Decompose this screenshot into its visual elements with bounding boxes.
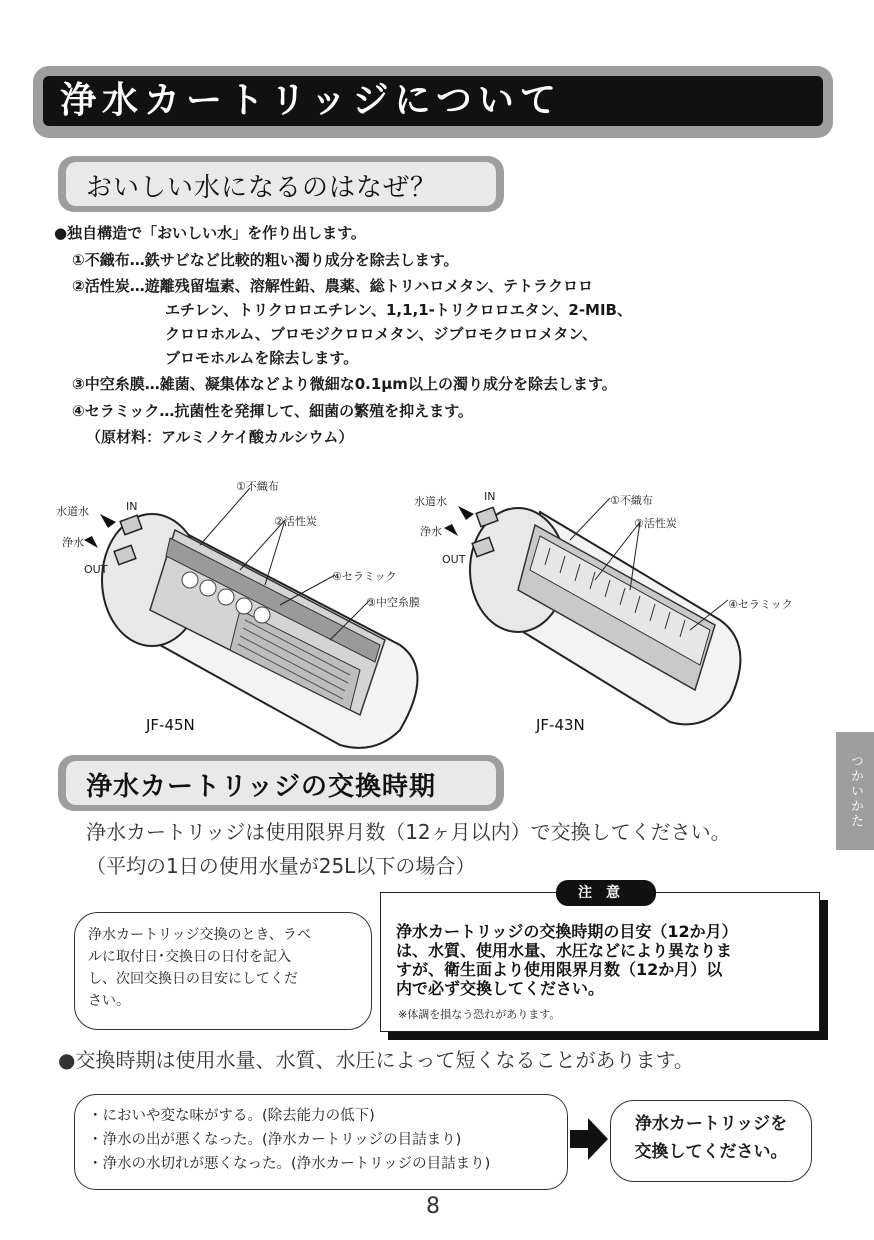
intro-line: ●独自構造で「おいしい水」を作り出します。 bbox=[54, 224, 366, 242]
page-number: 8 bbox=[426, 1194, 440, 1219]
replacement-period-text: 浄水カートリッジは使用限界月数（12ヶ月以内）で交換してください。 bbox=[86, 820, 731, 844]
page-title: 浄水カートリッジについて bbox=[60, 80, 562, 121]
shorter-period-text: ●交換時期は使用水量、水質、水圧によって短くなることがあります。 bbox=[58, 1048, 694, 1072]
item-carbon-cont1: エチレン、トリクロロエチレン、1,1,1-トリクロロエタン、2-MIB、 bbox=[165, 301, 632, 319]
item-material: （原材料：アルミノケイ酸カルシウム） bbox=[86, 428, 354, 446]
cartridge-jf43n-illustration bbox=[444, 498, 740, 724]
item-hollow-fiber: ③中空糸膜…雑菌、凝集体などより微細な0.1μm以上の濁り成分を除去します。 bbox=[72, 375, 617, 393]
right-label-tap-water: 水道水 bbox=[414, 495, 447, 508]
caution-tab: 注意 bbox=[556, 880, 656, 906]
result-line-2: 交換してください。 bbox=[634, 1142, 788, 1162]
left-label-purified: 浄水 bbox=[62, 536, 84, 549]
replacement-condition-text: （平均の1日の使用水量が25L以下の場合） bbox=[86, 854, 476, 878]
right-arrow-icon bbox=[570, 1118, 610, 1160]
right-label-in: IN bbox=[484, 490, 496, 503]
item-carbon-cont3: ブロモホルムを除去します。 bbox=[165, 349, 359, 367]
symptom-2: ・浄水の出が悪くなった。(浄水カートリッジの目詰まり) bbox=[88, 1132, 462, 1148]
left-label-hollow: ③中空糸膜 bbox=[366, 596, 420, 609]
item-nonwoven: ①不織布…鉄サビなど比較的粗い濁り成分を除去します。 bbox=[72, 251, 459, 269]
left-label-out: OUT bbox=[84, 563, 108, 576]
note-line-2: ルに取付日･交換日の日付を記入 bbox=[88, 949, 291, 965]
item-ceramic: ④セラミック…抗菌性を発揮して、細菌の繁殖を抑えます。 bbox=[72, 402, 473, 420]
cartridge-jf45n-illustration bbox=[84, 488, 418, 748]
section1-heading: おいしい水になるのはなぜ？ bbox=[86, 173, 438, 203]
left-label-ceramic: ④セラミック bbox=[332, 570, 397, 583]
cartridge-diagrams bbox=[40, 470, 840, 755]
note-line-4: さい。 bbox=[88, 993, 130, 1009]
right-label-carbon: ②活性炭 bbox=[634, 517, 677, 530]
right-label-ceramic: ④セラミック bbox=[728, 598, 793, 611]
caution-small-note: ※体調を損なう恐れがあります。 bbox=[398, 1008, 561, 1021]
symptom-1: ・においや変な味がする。(除去能力の低下) bbox=[88, 1108, 375, 1124]
side-tab-usage: つかいかた bbox=[836, 732, 874, 850]
left-label-tap-water: 水道水 bbox=[56, 505, 89, 518]
item-carbon-cont2: クロロホルム、ブロモジクロロメタン、ジブロモクロロメタン、 bbox=[165, 325, 598, 343]
left-label-carbon: ②活性炭 bbox=[274, 515, 317, 528]
note-line-3: し、次回交換日の目安にしてくだ bbox=[88, 971, 298, 987]
note-line-1: 浄水カートリッジ交換のとき、ラベ bbox=[88, 927, 311, 943]
caution-line-2: は、水質、使用水量、水圧などにより異なりま bbox=[396, 941, 733, 960]
result-line-1: 浄水カートリッジを bbox=[634, 1114, 788, 1134]
right-label-out: OUT bbox=[442, 553, 466, 566]
right-label-purified: 浄水 bbox=[420, 525, 442, 538]
left-model-name: JF-45N bbox=[146, 716, 195, 734]
left-label-in: IN bbox=[126, 500, 138, 513]
right-label-nonwoven: ①不織布 bbox=[610, 494, 653, 507]
caution-line-1: 浄水カートリッジの交換時期の目安（12か月） bbox=[396, 922, 738, 941]
symptom-3: ・浄水の水切れが悪くなった。(浄水カートリッジの目詰まり) bbox=[88, 1156, 491, 1172]
section2-heading: 浄水カートリッジの交換時期 bbox=[86, 772, 436, 802]
caution-line-4: 内で必ず交換してください。 bbox=[396, 979, 605, 998]
left-label-nonwoven: ①不織布 bbox=[236, 480, 279, 493]
item-carbon: ②活性炭…遊離残留塩素、溶解性鉛、農薬、総トリハロメタン、テトラクロロ bbox=[72, 277, 594, 295]
caution-line-3: すが、衛生面より使用限界月数（12か月）以 bbox=[396, 960, 723, 979]
right-model-name: JF-43N bbox=[536, 716, 585, 734]
